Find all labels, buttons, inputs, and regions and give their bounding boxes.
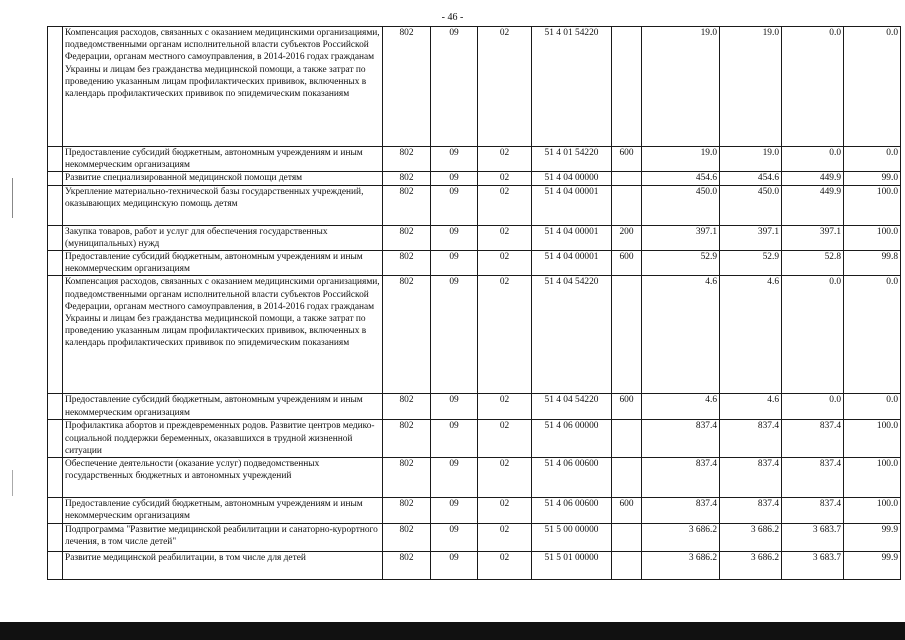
ved-code-cell: 802 bbox=[383, 147, 431, 172]
approved-amount-cell: 52.9 bbox=[642, 251, 720, 276]
row-margin-cell bbox=[48, 185, 63, 225]
expense-type-cell: 600 bbox=[612, 251, 642, 276]
expense-type-cell bbox=[612, 276, 642, 394]
subsection-code-cell: 02 bbox=[478, 498, 532, 524]
scan-margin-mark bbox=[12, 178, 13, 218]
expense-name-cell: Предоставление субсидий бюджетным, автономным учреждениям и иным некоммерческим организациям bbox=[63, 147, 383, 172]
section-code-cell: 09 bbox=[431, 276, 478, 394]
approved-amount-cell: 454.6 bbox=[642, 172, 720, 185]
expense-type-cell: 200 bbox=[612, 225, 642, 250]
expense-name-cell: Предоставление субсидий бюджетным, автономным учреждениям и иным некоммерческим организациям bbox=[63, 251, 383, 276]
planned-amount-cell: 19.0 bbox=[720, 27, 782, 147]
execution-percent-cell: 100.0 bbox=[844, 458, 901, 498]
approved-amount-cell: 837.4 bbox=[642, 498, 720, 524]
expense-name-cell: Профилактика абортов и преждевременных родов. Развитие центров медико-социальной поддержки беременных, оказавшихся в трудной жизненной ситуации bbox=[63, 420, 383, 458]
execution-percent-cell: 99.9 bbox=[844, 552, 901, 580]
expense-name-cell: Компенсация расходов, связанных с оказанием медицинскими организациями, подведомственными органам исполнительной власти субъектов Российской Федерации, органам местного самоуправления, в 2014-2016 годах гражданам Украины и лицам без гражданства медицинской помощи, а также затрат по проведению указанным лицам профилактических прививок, включенных в календарь профилактических прививок по эпидемическим показаниям bbox=[63, 27, 383, 147]
section-code-cell: 09 bbox=[431, 172, 478, 185]
expense-name-cell: Компенсация расходов, связанных с оказанием медицинскими организациями, подведомственными органам исполнительной власти субъектов Российской Федерации, органам местного самоуправления, в 2014-2016 годах гражданам Украины и лицам без гражданства медицинской помощи, а также затрат по проведению указанным лицам профилактических прививок, включенных в календарь профилактических прививок по эпидемическим показаниям bbox=[63, 276, 383, 394]
table-row bbox=[48, 225, 901, 250]
expense-name-cell: Предоставление субсидий бюджетным, автономным учреждениям и иным некоммерческим организациям bbox=[63, 498, 383, 524]
execution-percent-cell: 0.0 bbox=[844, 27, 901, 147]
execution-percent-cell: 100.0 bbox=[844, 225, 901, 250]
row-margin-cell bbox=[48, 172, 63, 185]
approved-amount-cell: 3 686.2 bbox=[642, 552, 720, 580]
subsection-code-cell: 02 bbox=[478, 394, 532, 420]
expense-name-cell: Обеспечение деятельности (оказание услуг) подведомственных государственных бюджетных и автономных учреждений bbox=[63, 458, 383, 498]
planned-amount-cell: 454.6 bbox=[720, 172, 782, 185]
subsection-code-cell: 02 bbox=[478, 185, 532, 225]
executed-amount-cell: 449.9 bbox=[782, 185, 844, 225]
target-article-cell: 51 4 04 54220 bbox=[532, 394, 612, 420]
planned-amount-cell: 3 686.2 bbox=[720, 552, 782, 580]
table-row bbox=[48, 394, 901, 420]
planned-amount-cell: 4.6 bbox=[720, 276, 782, 394]
ved-code-cell: 802 bbox=[383, 458, 431, 498]
executed-amount-cell: 397.1 bbox=[782, 225, 844, 250]
expense-type-cell: 600 bbox=[612, 498, 642, 524]
page-number: - 46 - bbox=[441, 12, 464, 23]
row-margin-cell bbox=[48, 27, 63, 147]
approved-amount-cell: 3 686.2 bbox=[642, 524, 720, 552]
scan-bottom-edge bbox=[0, 622, 905, 640]
approved-amount-cell: 19.0 bbox=[642, 147, 720, 172]
row-margin-cell bbox=[48, 276, 63, 394]
ved-code-cell: 802 bbox=[383, 498, 431, 524]
target-article-cell: 51 4 01 54220 bbox=[532, 147, 612, 172]
execution-percent-cell: 0.0 bbox=[844, 147, 901, 172]
ved-code-cell: 802 bbox=[383, 276, 431, 394]
target-article-cell: 51 4 04 54220 bbox=[532, 276, 612, 394]
section-code-cell: 09 bbox=[431, 225, 478, 250]
planned-amount-cell: 3 686.2 bbox=[720, 524, 782, 552]
target-article-cell: 51 4 04 00000 bbox=[532, 172, 612, 185]
row-margin-cell bbox=[48, 147, 63, 172]
expense-name-cell: Укрепление материально-технической базы государственных учреждений, оказывающих медицинскую помощь детям bbox=[63, 185, 383, 225]
executed-amount-cell: 837.4 bbox=[782, 420, 844, 458]
row-margin-cell bbox=[48, 458, 63, 498]
section-code-cell: 09 bbox=[431, 524, 478, 552]
planned-amount-cell: 837.4 bbox=[720, 498, 782, 524]
table-row bbox=[48, 172, 901, 185]
planned-amount-cell: 837.4 bbox=[720, 420, 782, 458]
subsection-code-cell: 02 bbox=[478, 27, 532, 147]
table-row bbox=[48, 524, 901, 552]
approved-amount-cell: 19.0 bbox=[642, 27, 720, 147]
target-article-cell: 51 4 04 00001 bbox=[532, 225, 612, 250]
planned-amount-cell: 397.1 bbox=[720, 225, 782, 250]
executed-amount-cell: 0.0 bbox=[782, 276, 844, 394]
approved-amount-cell: 837.4 bbox=[642, 420, 720, 458]
planned-amount-cell: 19.0 bbox=[720, 147, 782, 172]
section-code-cell: 09 bbox=[431, 420, 478, 458]
approved-amount-cell: 397.1 bbox=[642, 225, 720, 250]
subsection-code-cell: 02 bbox=[478, 251, 532, 276]
target-article-cell: 51 5 00 00000 bbox=[532, 524, 612, 552]
executed-amount-cell: 449.9 bbox=[782, 172, 844, 185]
executed-amount-cell: 0.0 bbox=[782, 27, 844, 147]
executed-amount-cell: 0.0 bbox=[782, 147, 844, 172]
expense-type-cell bbox=[612, 524, 642, 552]
expense-name-cell: Закупка товаров, работ и услуг для обеспечения государственных (муниципальных) нужд bbox=[63, 225, 383, 250]
section-code-cell: 09 bbox=[431, 458, 478, 498]
scan-margin-mark bbox=[12, 470, 13, 496]
table-row bbox=[48, 251, 901, 276]
expense-type-cell bbox=[612, 458, 642, 498]
target-article-cell: 51 4 06 00600 bbox=[532, 498, 612, 524]
expense-name-cell: Подпрограмма "Развитие медицинской реабилитации и санаторно-курортного лечения, в том числе детей" bbox=[63, 524, 383, 552]
row-margin-cell bbox=[48, 225, 63, 250]
ved-code-cell: 802 bbox=[383, 27, 431, 147]
approved-amount-cell: 4.6 bbox=[642, 276, 720, 394]
row-margin-cell bbox=[48, 498, 63, 524]
table-row bbox=[48, 420, 901, 458]
subsection-code-cell: 02 bbox=[478, 524, 532, 552]
subsection-code-cell: 02 bbox=[478, 458, 532, 498]
table-row bbox=[48, 147, 901, 172]
budget-table bbox=[47, 26, 901, 580]
execution-percent-cell: 0.0 bbox=[844, 394, 901, 420]
expense-name-cell: Развитие специализированной медицинской помощи детям bbox=[63, 172, 383, 185]
executed-amount-cell: 52.8 bbox=[782, 251, 844, 276]
planned-amount-cell: 4.6 bbox=[720, 394, 782, 420]
subsection-code-cell: 02 bbox=[478, 552, 532, 580]
row-margin-cell bbox=[48, 394, 63, 420]
subsection-code-cell: 02 bbox=[478, 420, 532, 458]
expense-type-cell: 600 bbox=[612, 394, 642, 420]
section-code-cell: 09 bbox=[431, 552, 478, 580]
execution-percent-cell: 99.9 bbox=[844, 524, 901, 552]
subsection-code-cell: 02 bbox=[478, 276, 532, 394]
approved-amount-cell: 450.0 bbox=[642, 185, 720, 225]
expense-type-cell bbox=[612, 172, 642, 185]
section-code-cell: 09 bbox=[431, 27, 478, 147]
expense-type-cell bbox=[612, 27, 642, 147]
subsection-code-cell: 02 bbox=[478, 225, 532, 250]
row-margin-cell bbox=[48, 420, 63, 458]
execution-percent-cell: 100.0 bbox=[844, 420, 901, 458]
ved-code-cell: 802 bbox=[383, 251, 431, 276]
executed-amount-cell: 3 683.7 bbox=[782, 524, 844, 552]
section-code-cell: 09 bbox=[431, 147, 478, 172]
execution-percent-cell: 100.0 bbox=[844, 185, 901, 225]
planned-amount-cell: 52.9 bbox=[720, 251, 782, 276]
planned-amount-cell: 450.0 bbox=[720, 185, 782, 225]
execution-percent-cell: 100.0 bbox=[844, 498, 901, 524]
execution-percent-cell: 99.8 bbox=[844, 251, 901, 276]
ved-code-cell: 802 bbox=[383, 420, 431, 458]
table-row bbox=[48, 498, 901, 524]
table-row bbox=[48, 27, 901, 147]
subsection-code-cell: 02 bbox=[478, 172, 532, 185]
executed-amount-cell: 3 683.7 bbox=[782, 552, 844, 580]
table-row bbox=[48, 458, 901, 498]
target-article-cell: 51 4 04 00001 bbox=[532, 251, 612, 276]
section-code-cell: 09 bbox=[431, 251, 478, 276]
section-code-cell: 09 bbox=[431, 185, 478, 225]
approved-amount-cell: 4.6 bbox=[642, 394, 720, 420]
execution-percent-cell: 99.0 bbox=[844, 172, 901, 185]
ved-code-cell: 802 bbox=[383, 524, 431, 552]
ved-code-cell: 802 bbox=[383, 225, 431, 250]
planned-amount-cell: 837.4 bbox=[720, 458, 782, 498]
execution-percent-cell: 0.0 bbox=[844, 276, 901, 394]
expense-type-cell bbox=[612, 185, 642, 225]
target-article-cell: 51 4 01 54220 bbox=[532, 27, 612, 147]
target-article-cell: 51 5 01 00000 bbox=[532, 552, 612, 580]
ved-code-cell: 802 bbox=[383, 172, 431, 185]
expense-type-cell: 600 bbox=[612, 147, 642, 172]
executed-amount-cell: 837.4 bbox=[782, 498, 844, 524]
subsection-code-cell: 02 bbox=[478, 147, 532, 172]
row-margin-cell bbox=[48, 524, 63, 552]
expense-name-cell: Развитие медицинской реабилитации, в том числе для детей bbox=[63, 552, 383, 580]
table-row bbox=[48, 185, 901, 225]
section-code-cell: 09 bbox=[431, 394, 478, 420]
target-article-cell: 51 4 06 00600 bbox=[532, 458, 612, 498]
row-margin-cell bbox=[48, 552, 63, 580]
expense-type-cell bbox=[612, 552, 642, 580]
executed-amount-cell: 837.4 bbox=[782, 458, 844, 498]
table-body bbox=[48, 27, 901, 580]
executed-amount-cell: 0.0 bbox=[782, 394, 844, 420]
expense-name-cell: Предоставление субсидий бюджетным, автономным учреждениям и иным некоммерческим организациям bbox=[63, 394, 383, 420]
section-code-cell: 09 bbox=[431, 498, 478, 524]
ved-code-cell: 802 bbox=[383, 394, 431, 420]
ved-code-cell: 802 bbox=[383, 552, 431, 580]
approved-amount-cell: 837.4 bbox=[642, 458, 720, 498]
table-row bbox=[48, 276, 901, 394]
expense-type-cell bbox=[612, 420, 642, 458]
table-row bbox=[48, 552, 901, 580]
ved-code-cell: 802 bbox=[383, 185, 431, 225]
row-margin-cell bbox=[48, 251, 63, 276]
target-article-cell: 51 4 06 00000 bbox=[532, 420, 612, 458]
target-article-cell: 51 4 04 00001 bbox=[532, 185, 612, 225]
